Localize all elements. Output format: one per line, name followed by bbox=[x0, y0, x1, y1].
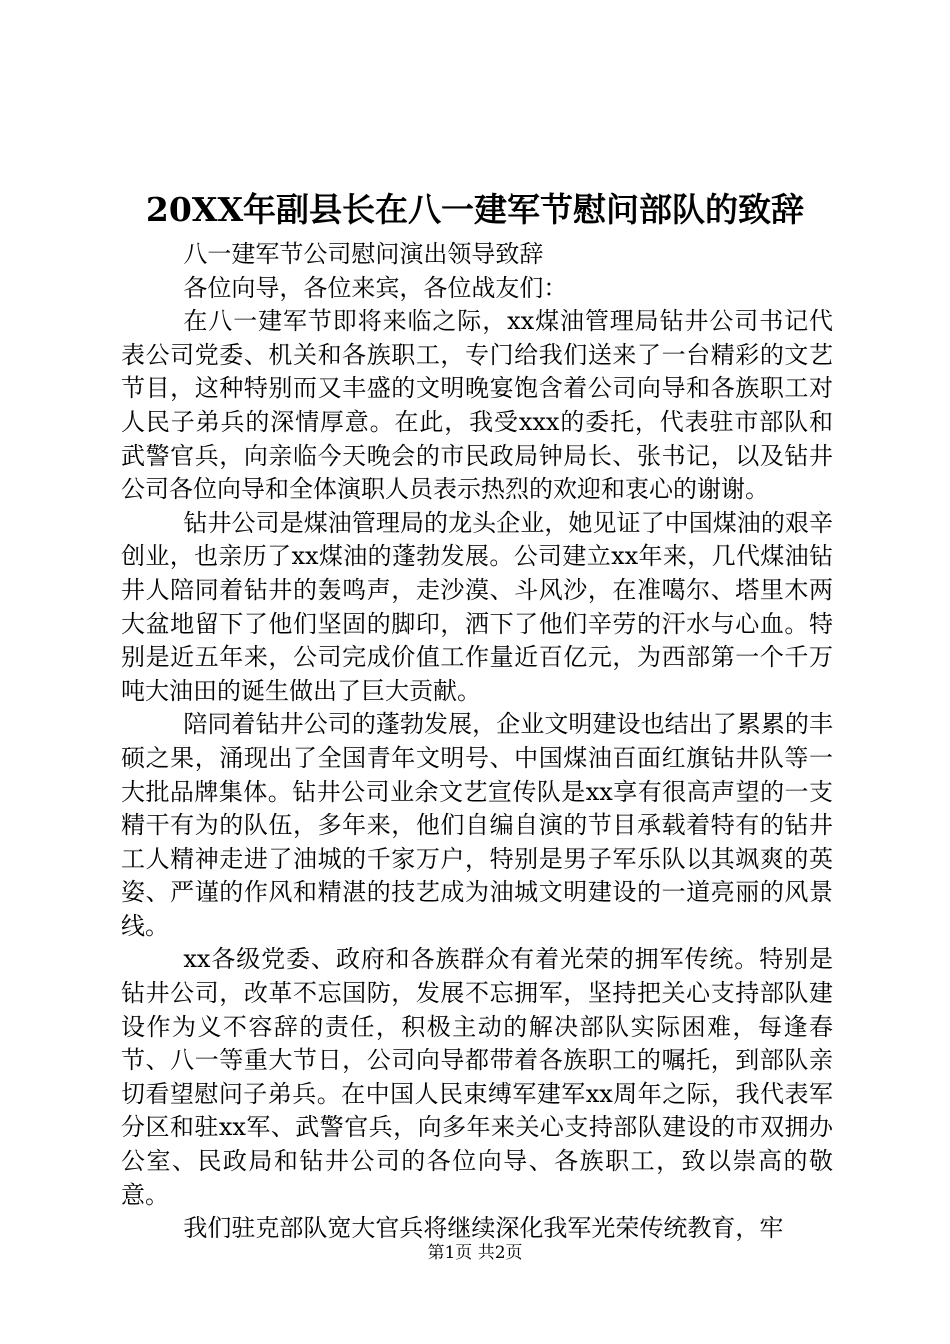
paragraph: 钻井公司是煤油管理局的龙头企业，她见证了中国煤油的艰辛创业，也亲历了xx煤油的蓬勃发展。公司建立xx年来，几代煤油钻井人陪同着钻井的轰鸣声，走沙漠、斗风沙，在准噶尔、塔里木两大盆地留下了他们坚固的脚印，洒下了他们辛劳的汗水与心血。特别是近五年来，公司完成价值工作量近百亿元，为西部第一个千万吨大油田的诞生做出了巨大贡献。 bbox=[121, 508, 833, 705]
paragraph: xx各级党委、政府和各族群众有着光荣的拥军传统。特别是钻井公司，改革不忘国防，发展不忘拥军，坚持把关心支持部队建设作为义不容辞的责任，积极主动的解决部队实际困难，每逢春节、八一等重大节日，公司向导都带着各族职工的嘱托，到部队亲切看望慰问子弟兵。在中国人民束缚军建军xx周年之际，我代表军分区和驻xx军、武警官兵，向多年来关心支持部队建设的市双拥办公室、民政局和钻井公司的各位向导、各族职工，致以崇高的敬意。 bbox=[121, 945, 833, 1209]
document-title: 20XX年副县长在八一建军节慰问部队的致辞 bbox=[145, 190, 805, 229]
document-body bbox=[121, 238, 833, 1246]
paragraph: 在八一建军节即将来临之际，xx煤油管理局钻井公司书记代表公司党委、机关和各族职工，专门给我们送来了一台精彩的文艺节目，这种特别而又丰盛的文明晚宴饱含着公司向导和各族职工对人民子弟兵的深情厚意。在此，我受xxx的委托，代表驻市部队和武警官兵，向亲临今天晚会的市民政局钟局长、张书记，以及钻井公司各位向导和全体演职人员表示热烈的欢迎和衷心的谢谢。 bbox=[121, 307, 833, 504]
paragraph-salutation: 各位向导，各位来宾，各位战友们： bbox=[183, 273, 568, 302]
paragraph-subtitle: 八一建军节公司慰问演出领导致辞 bbox=[183, 240, 544, 268]
page-number-footer: 第1页 共2页 bbox=[427, 1243, 523, 1263]
paragraph: 陪同着钻井公司的蓬勃发展，企业文明建设也结出了累累的丰硕之果，涌现出了全国青年文明号、中国煤油百面红旗钻井队等一大批品牌集体。钻井公司业余文艺宣传队是xx享有很高声望的一支精干有为的队伍，多年来，他们自编自演的节目承载着特有的钻井工人精神走进了油城的千家万户，特别是男子军乐队以其飒爽的英姿、严谨的作风和精湛的技艺成为油城文明建设的一道亮丽的风景线。 bbox=[121, 710, 833, 940]
paragraph: 我们驻克部队宽大官兵将继续深化我军光荣传统教育，牢 bbox=[183, 1214, 784, 1243]
